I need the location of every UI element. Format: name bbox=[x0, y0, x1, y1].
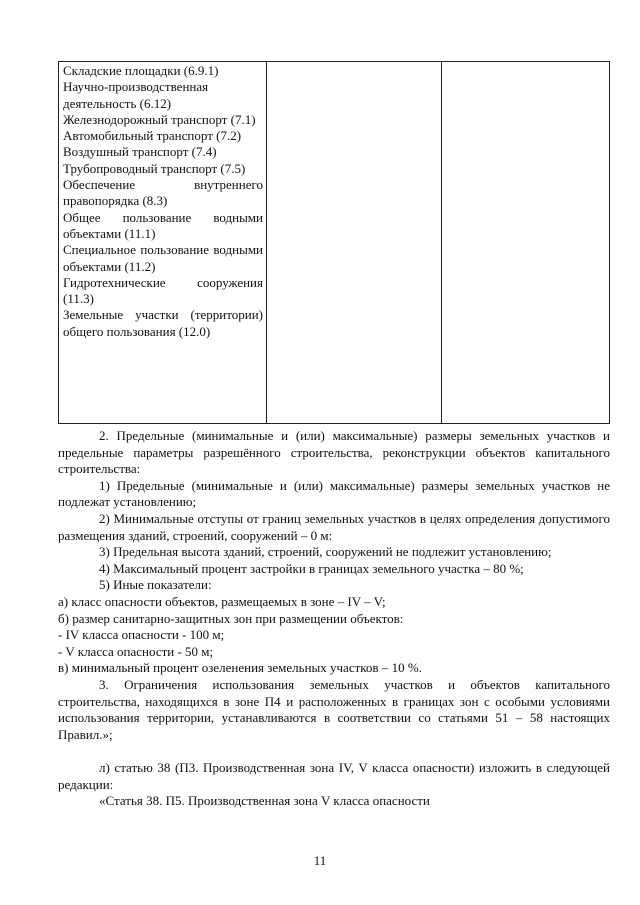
paragraph: 3) Предельная высота зданий, строений, сооружений не подлежит установлению; bbox=[99, 544, 552, 560]
paragraph: б) размер санитарно-защитных зон при размещении объектов: bbox=[58, 610, 404, 626]
list-item: Земельные участки (территории) общего пользования (12.0) bbox=[63, 307, 263, 339]
paragraph-gap bbox=[58, 743, 610, 760]
list-item: Специальное пользование водными объектами (11.2) bbox=[63, 242, 263, 274]
document-body bbox=[58, 428, 610, 810]
list-item: Научно-производственная деятельность (6.12) bbox=[63, 79, 209, 111]
paragraph: 3. Ограничения использования земельных участков и объектов капитального строительства, находящихся в зоне П4 и расположенных в границах зон с особыми условиями использования территории, устанавливаются в соответствии со статьями 51 – 58 настоящих Правил.»; bbox=[58, 676, 610, 742]
list-item: Гидротехнические сооружения (11.3) bbox=[63, 274, 263, 307]
list-item: Трубопроводный транспорт (7.5) bbox=[63, 160, 246, 176]
paragraph: - IV класса опасности - 100 м; bbox=[58, 627, 225, 643]
list-item: Воздушный транспорт (7.4) bbox=[63, 144, 217, 160]
list-item: Железнодорожный транспорт (7.1) bbox=[63, 111, 256, 127]
permitted-uses-cell bbox=[59, 62, 267, 424]
paragraph: 4) Максимальный процент застройки в границах земельного участка – 80 %; bbox=[99, 560, 524, 576]
list-item: Складские площадки (6.9.1) bbox=[63, 63, 219, 78]
paragraph: - V класса опасности - 50 м; bbox=[58, 643, 214, 659]
list-item: Обеспечение внутреннего правопорядка (8.3) bbox=[63, 177, 263, 209]
empty-cell bbox=[267, 62, 442, 424]
paragraph: а) класс опасности объектов, размещаемых в зоне – IV – V; bbox=[58, 593, 386, 609]
paragraph: 1) Предельные (минимальные и (или) максимальные) размеры земельных участков не подлежат установлению; bbox=[58, 477, 610, 510]
empty-cell bbox=[442, 62, 610, 424]
paragraph: «Статья 38. П5. Производственная зона V класса опасности bbox=[99, 793, 430, 809]
paragraph: 2. Предельные (минимальные и (или) максимальные) размеры земельных участков и предельные параметры разрешённого строительства, реконструкции объектов капитального строительства: bbox=[58, 428, 610, 477]
paragraph: л) статью 38 (П3. Производственная зона IV, V класса опасности) изложить в следующей редакции: bbox=[58, 760, 610, 792]
list-item: Автомобильный транспорт (7.2) bbox=[63, 128, 242, 144]
permitted-uses-list bbox=[59, 62, 266, 340]
uses-table bbox=[58, 61, 610, 424]
list-item: Общее пользование водными объектами (11.1) bbox=[63, 209, 263, 241]
paragraph: 5) Иные показатели: bbox=[99, 577, 212, 593]
page-number: 11 bbox=[313, 853, 327, 868]
paragraph: в) минимальный процент озеленения земельных участков – 10 %. bbox=[58, 660, 422, 676]
table-row bbox=[59, 62, 610, 424]
paragraph: 2) Минимальные отступы от границ земельных участков в целях определения допустимого размещения зданий, строений, сооружений – 0 м: bbox=[58, 510, 610, 543]
